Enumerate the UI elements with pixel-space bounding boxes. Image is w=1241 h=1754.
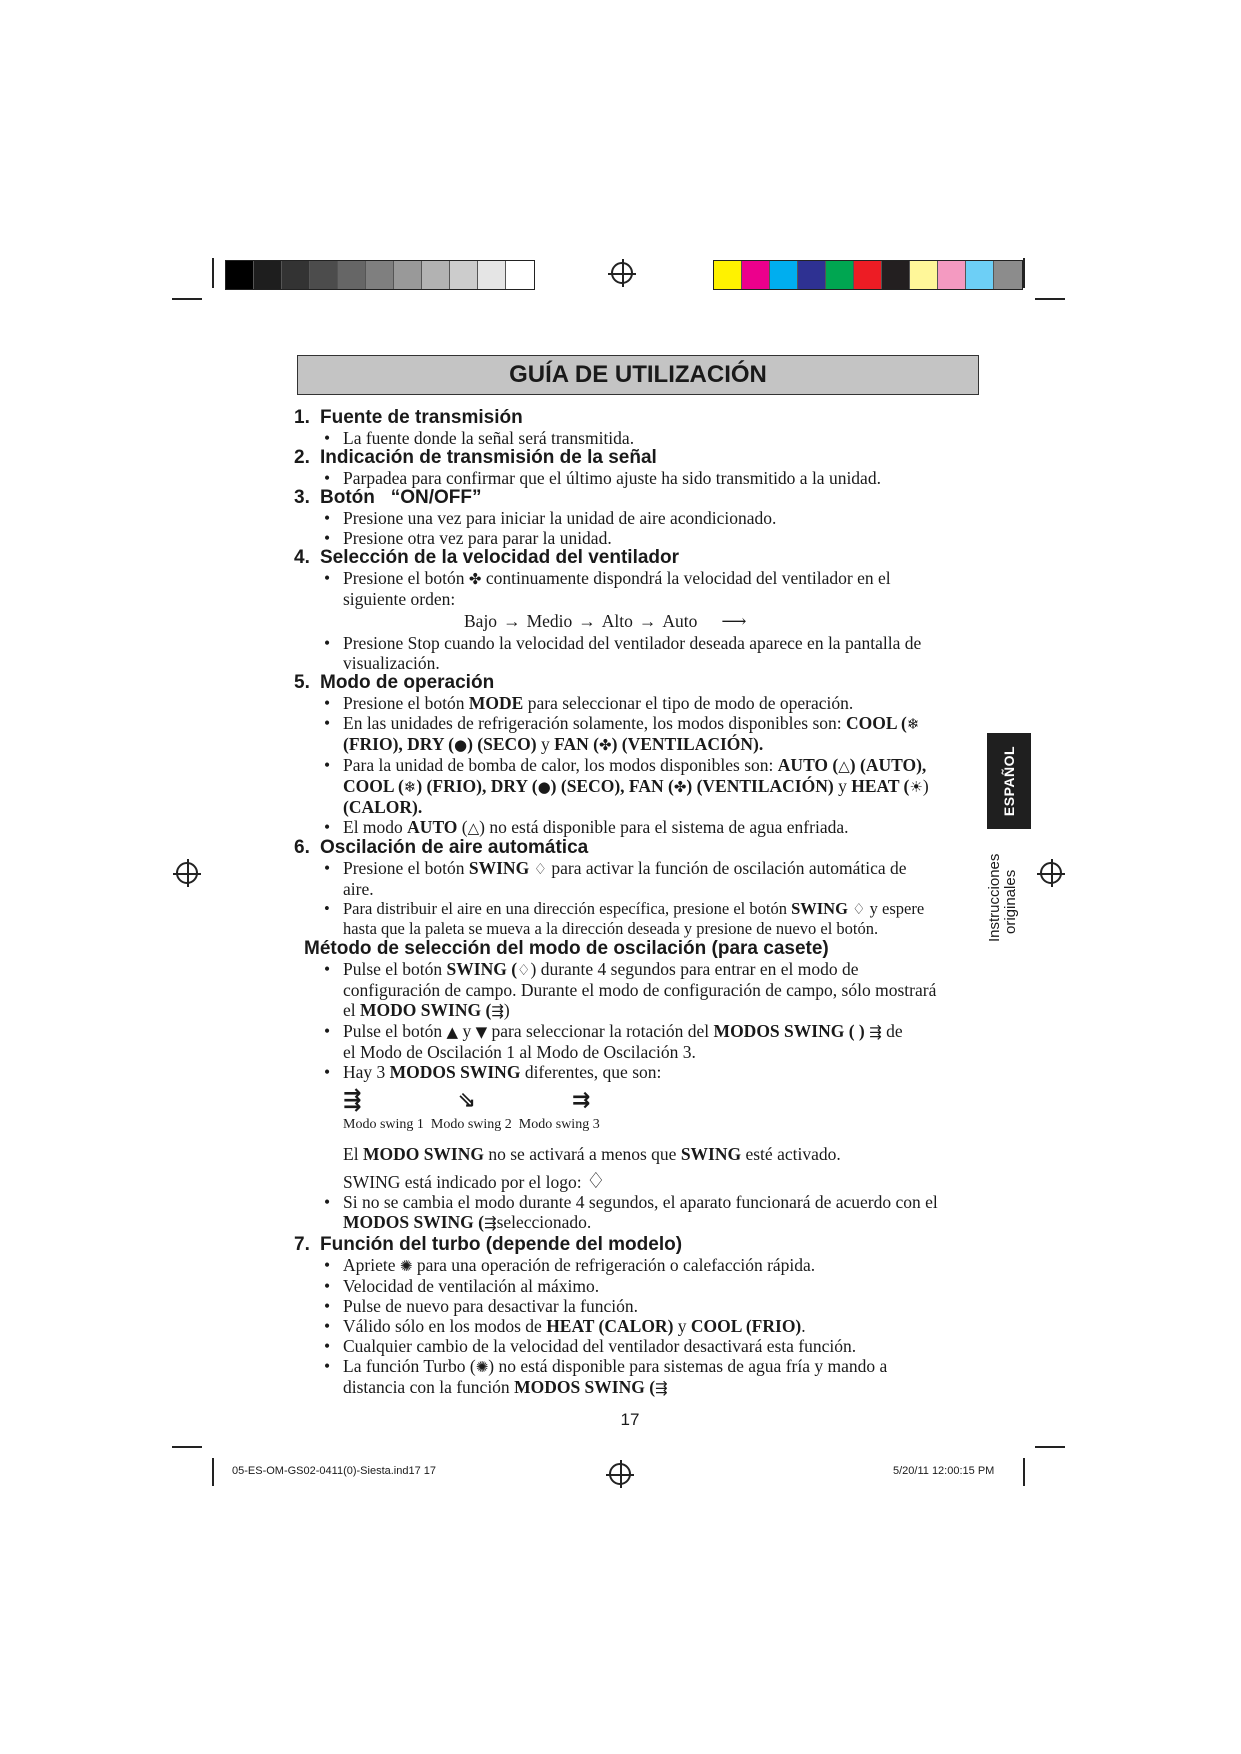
grayscale-color-bar bbox=[225, 260, 535, 290]
registration-mark-icon bbox=[176, 862, 198, 884]
arrow-right-icon: → bbox=[578, 611, 596, 631]
gray-swatch bbox=[226, 261, 254, 289]
bullet: • En las unidades de refrigeración solamente, los modos disponibles son: COOL (❄ (FRIO), DRY (●) (SECO) y FAN (✤) (VENTILACIÓN). bbox=[324, 713, 984, 755]
color-swatch bbox=[938, 261, 966, 289]
arrow-right-icon: → bbox=[638, 611, 657, 631]
swing-mode-icon: ⇶ bbox=[491, 1002, 504, 1020]
gray-swatch bbox=[282, 261, 310, 289]
bullet-continuation: el Modo de Oscilación 1 al Modo de Oscilación 3. bbox=[343, 1042, 696, 1062]
bullet: • Válido sólo en los modos de HEAT (CALOR) y COOL (FRIO). bbox=[324, 1316, 984, 1336]
crop-mark bbox=[172, 1446, 202, 1448]
gray-swatch bbox=[394, 261, 422, 289]
swing-mode-icon: ⇶ bbox=[483, 1214, 497, 1232]
gray-swatch bbox=[450, 261, 478, 289]
color-swatch bbox=[966, 261, 994, 289]
color-swatch bbox=[910, 261, 938, 289]
bullet-continuation: el MODO SWING (⇶) bbox=[343, 1000, 510, 1020]
swing-icon: ♢ bbox=[586, 1169, 606, 1194]
snowflake-icon: ❄ bbox=[906, 715, 920, 733]
bullet-continuation: visualización. bbox=[343, 653, 440, 673]
bullet: • Velocidad de ventilación al máximo. bbox=[324, 1276, 984, 1296]
gray-swatch bbox=[422, 261, 450, 289]
bullet: • Pulse de nuevo para desactivar la función. bbox=[324, 1296, 984, 1316]
gray-swatch bbox=[310, 261, 338, 289]
bullet-continuation: aire. bbox=[343, 879, 374, 899]
swing-mode-3-icon: ⇉ bbox=[571, 1088, 591, 1113]
crop-mark bbox=[1023, 258, 1025, 288]
method-heading: Método de selección del modo de oscilación (para casete) bbox=[304, 938, 829, 959]
bullet-continuation: MODOS SWING (⇶seleccionado. bbox=[343, 1212, 592, 1232]
bullet: • Presione el botón ✤ continuamente dispondrá la velocidad del ventilador en el bbox=[324, 568, 984, 589]
down-arrow-icon: ▼ bbox=[475, 1023, 488, 1041]
footer-timestamp: 5/20/11 12:00:15 PM bbox=[893, 1465, 995, 1477]
swing-mode-2-icon: ⇘ bbox=[457, 1088, 476, 1113]
bullet: • Pulse el botón ▲ y ▼ para seleccionar la rotación del MODOS SWING ( ) ⇶ de bbox=[324, 1021, 984, 1042]
color-swatch bbox=[854, 261, 882, 289]
bullet: • Si no se cambia el modo durante 4 segundos, el aparato funcionará de acuerdo con el bbox=[324, 1192, 984, 1212]
section-heading-4: 4. Selección de la velocidad del ventilador bbox=[294, 547, 680, 568]
swing-mode-icons bbox=[343, 1088, 984, 1114]
color-swatch bbox=[882, 261, 910, 289]
swing-mode-icon: ⇶ bbox=[869, 1023, 882, 1041]
swing-icon: ♢ bbox=[517, 961, 531, 979]
fan-icon: ✤ bbox=[673, 778, 687, 796]
bullet: • Cualquier cambio de la velocidad del ventilador desactivará esta función. bbox=[324, 1336, 984, 1356]
swing-icon: ♢ bbox=[852, 900, 866, 918]
color-swatch bbox=[798, 261, 826, 289]
arrow-right-icon: ⟶ bbox=[721, 611, 747, 631]
bullet: • Presione el botón MODE para seleccionar el tipo de modo de operación. bbox=[324, 693, 984, 713]
bullet: • Para distribuir el aire en una dirección específica, presione el botón SWING ♢ y espere bbox=[324, 899, 984, 919]
gray-swatch bbox=[506, 261, 534, 289]
arrow-right-icon: → bbox=[503, 611, 521, 631]
crop-mark bbox=[1035, 298, 1065, 300]
turbo-icon: ✺ bbox=[475, 1358, 489, 1376]
gray-swatch bbox=[366, 261, 394, 289]
page-title: GUÍA DE UTILIZACIÓN bbox=[297, 355, 979, 395]
color-swatch bbox=[714, 261, 742, 289]
section-heading-3: 3. Botón “ON/OFF” bbox=[294, 487, 482, 508]
section-heading-1: 1. Fuente de transmisión bbox=[294, 407, 523, 428]
section-heading-5: 5. Modo de operación bbox=[294, 672, 495, 693]
swing-icon: ♢ bbox=[533, 860, 548, 878]
bullet: • Hay 3 MODOS SWING diferentes, que son: bbox=[324, 1062, 984, 1082]
bullet: • El modo AUTO (△) no está disponible para el sistema de agua enfriada. bbox=[324, 817, 984, 838]
bullet: • Presione una vez para iniciar la unidad de aire acondicionado. bbox=[324, 508, 984, 528]
bullet: • La función Turbo (✺) no está disponible para sistemas de agua fría y mando a bbox=[324, 1356, 984, 1377]
fan-icon: ✤ bbox=[468, 570, 482, 588]
up-arrow-icon: ▲ bbox=[446, 1023, 459, 1041]
bullet: • Presione Stop cuando la velocidad del ventilador deseada aparece en la pantalla de bbox=[324, 633, 984, 653]
crop-mark bbox=[212, 1458, 214, 1486]
swing-mode-icon: ⇶ bbox=[655, 1379, 668, 1397]
color-bar bbox=[713, 260, 1023, 290]
bullet: • Presione el botón SWING ♢ para activar la función de oscilación automática de bbox=[324, 858, 984, 879]
registration-mark-icon bbox=[611, 262, 633, 284]
fan-speed-sequence: Bajo → Medio → Alto → Auto ⟶ bbox=[464, 611, 747, 631]
turbo-icon: ✺ bbox=[399, 1257, 413, 1275]
color-swatch bbox=[742, 261, 770, 289]
bullet-continuation: configuración de campo. Durante el modo de configuración de campo, sólo mostrará bbox=[343, 980, 937, 1000]
section-heading-2: 2. Indicación de transmisión de la señal bbox=[294, 447, 657, 468]
bullet: • Para la unidad de bomba de calor, los modos disponibles son: AUTO (△) (AUTO), COOL (❄) (FRIO), DRY (●) (SECO), FAN (✤) (VENTILACIÓN) y HEAT (☀) (CALOR). bbox=[324, 755, 984, 817]
auto-icon: △ bbox=[467, 819, 480, 837]
crop-mark bbox=[172, 298, 202, 300]
fan-icon: ✤ bbox=[599, 736, 612, 754]
auto-icon: △ bbox=[838, 757, 850, 775]
sun-icon: ☀ bbox=[909, 778, 923, 796]
bullet: • Pulse el botón SWING (♢) durante 4 segundos para entrar en el modo de bbox=[324, 959, 984, 980]
swing-mode-labels: Modo swing 1 Modo swing 2 Modo swing 3 bbox=[343, 1117, 600, 1132]
footer-filename: 05-ES-OM-GS02-0411(0)-Siesta.ind17 17 bbox=[232, 1465, 437, 1477]
swing-note: El MODO SWING no se activará a menos que SWING esté activado. bbox=[343, 1144, 841, 1164]
crop-mark bbox=[212, 258, 214, 288]
section-heading-7: 7. Función del turbo (depende del modelo) bbox=[294, 1234, 683, 1255]
bullet: • La fuente donde la señal será transmitida. bbox=[324, 428, 984, 448]
swing-logo-note: SWING está indicado por el logo: ♢ bbox=[343, 1169, 606, 1194]
bullet: • Presione otra vez para parar la unidad. bbox=[324, 528, 984, 548]
swing-mode-1-icon: ⇶ bbox=[343, 1088, 362, 1113]
registration-mark-icon bbox=[1040, 862, 1062, 884]
gray-swatch bbox=[478, 261, 506, 289]
crop-mark bbox=[1023, 1458, 1025, 1486]
snowflake-icon: ❄ bbox=[403, 778, 417, 796]
color-swatch bbox=[770, 261, 798, 289]
bullet-continuation: distancia con la función MODOS SWING (⇶ bbox=[343, 1377, 668, 1397]
bullet: • Apriete ✺ para una operación de refrigeración o calefacción rápida. bbox=[324, 1255, 984, 1276]
section-heading-6: 6. Oscilación de aire automática bbox=[294, 837, 589, 858]
color-swatch bbox=[826, 261, 854, 289]
side-caption bbox=[975, 838, 1035, 942]
bullet: • Parpadea para confirmar que el último ajuste ha sido transmitido a la unidad. bbox=[324, 468, 984, 488]
gray-swatch bbox=[254, 261, 282, 289]
drop-icon: ● bbox=[537, 778, 551, 796]
document-body bbox=[294, 408, 984, 1398]
side-caption-line-1: Instrucciones bbox=[986, 853, 1003, 942]
bullet-continuation: siguiente orden: bbox=[343, 589, 456, 609]
page-number: 17 bbox=[620, 1410, 640, 1429]
gray-swatch bbox=[338, 261, 366, 289]
crop-mark bbox=[1035, 1446, 1065, 1448]
bullet-continuation: hasta que la paleta se mueva a la dirección deseada y presione de nuevo el botón. bbox=[343, 919, 879, 938]
side-caption-line-2: originales bbox=[1002, 869, 1019, 934]
registration-mark-icon bbox=[609, 1463, 631, 1485]
language-tab: ESPAÑOL bbox=[987, 733, 1031, 829]
color-swatch bbox=[994, 261, 1022, 289]
drop-icon: ● bbox=[454, 736, 468, 754]
